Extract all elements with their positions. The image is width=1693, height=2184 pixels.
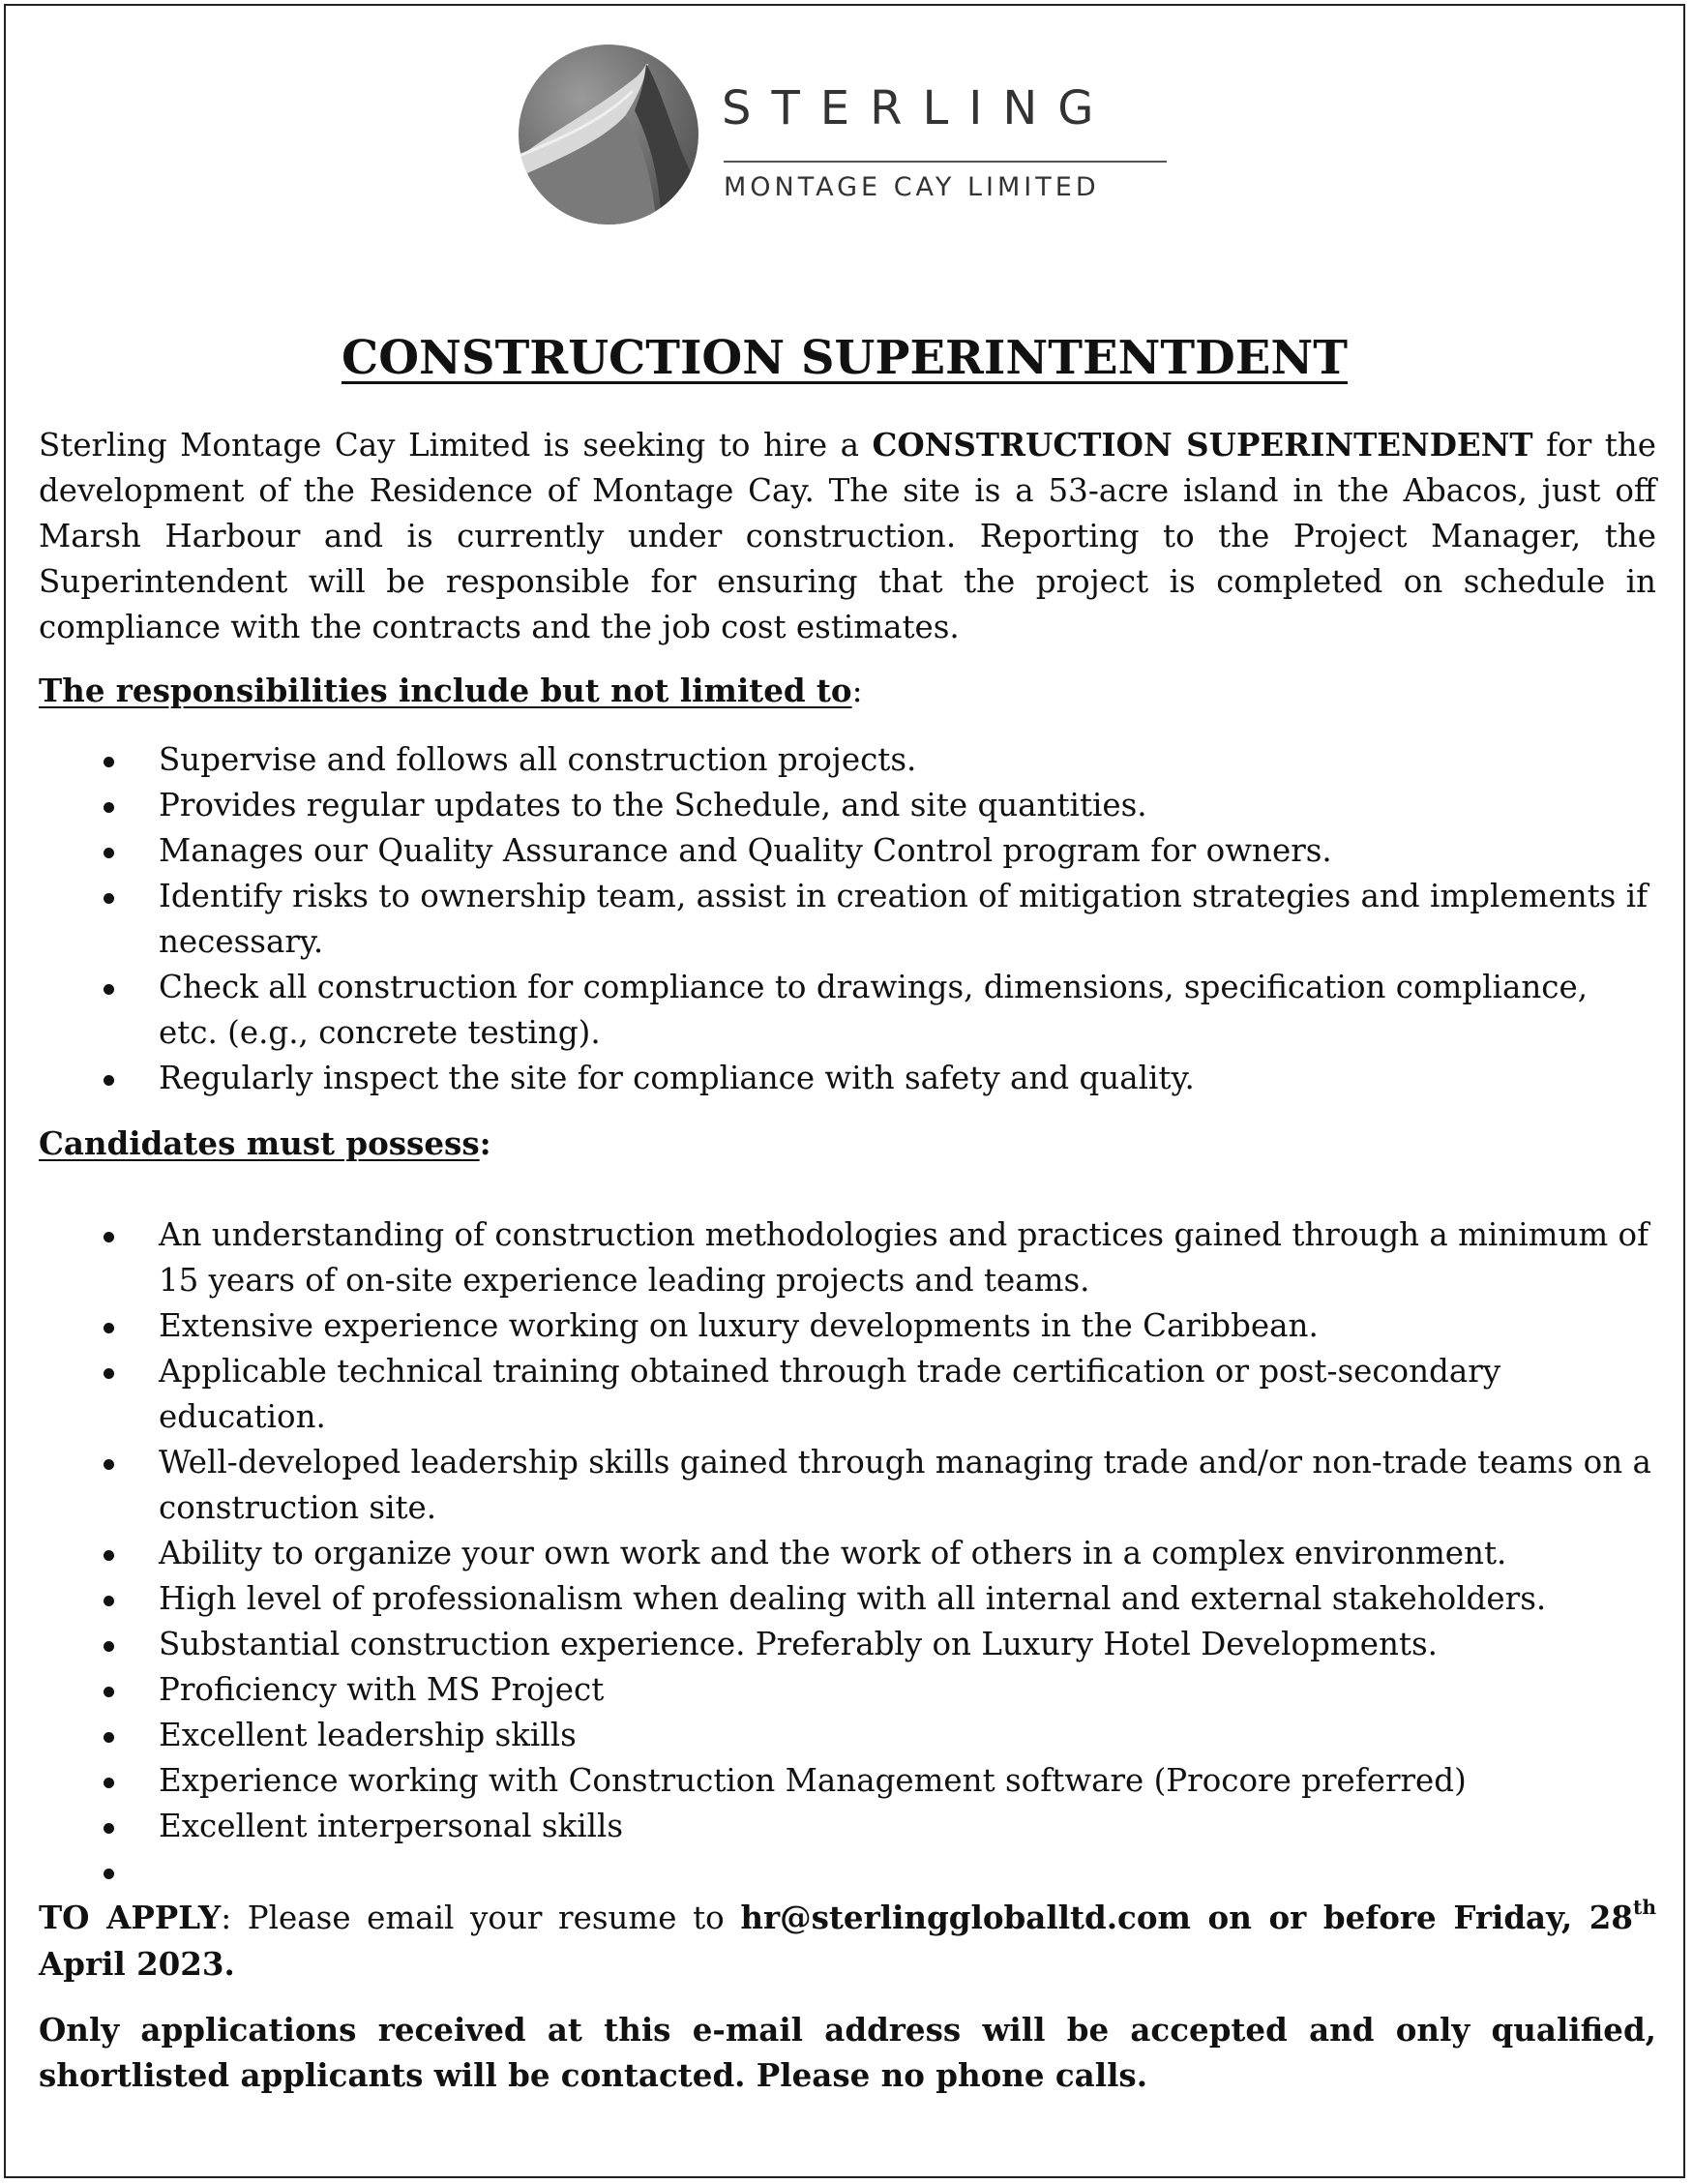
apply-label: TO APPLY bbox=[39, 1899, 222, 1936]
responsibilities-heading-colon: : bbox=[851, 673, 863, 709]
apply-deadline-prefix: on or before Friday, 28 bbox=[1190, 1899, 1634, 1936]
list-item: Substantial construction experience. Preferably on Luxury Hotel Developments. bbox=[39, 1622, 1656, 1667]
candidates-heading bbox=[39, 1121, 1656, 1166]
list-item: Ability to organize your own work and the work of others in a complex environment. bbox=[39, 1531, 1656, 1576]
apply-email-link[interactable]: hr@sterlinggloballtd.com bbox=[740, 1899, 1191, 1936]
list-item: An understanding of construction methodologies and practices gained through a minimum of 15 years of on-site experience leading projects and teams. bbox=[39, 1212, 1656, 1303]
list-item: Excellent interpersonal skills bbox=[39, 1804, 1656, 1849]
intro-paragraph bbox=[39, 422, 1656, 650]
logo-divider bbox=[724, 161, 1167, 163]
logo-subtitle: MONTAGE CAY LIMITED bbox=[724, 172, 1100, 202]
list-item: Supervise and follows all construction projects. bbox=[39, 737, 1656, 783]
list-item: Regularly inspect the site for compliance with safety and quality. bbox=[39, 1056, 1656, 1101]
intro-text-start: Sterling Montage Cay Limited is seeking to hire a bbox=[39, 427, 873, 464]
responsibilities-list bbox=[39, 737, 1656, 1101]
candidates-list bbox=[39, 1212, 1656, 1895]
list-item: Proficiency with MS Project bbox=[39, 1667, 1656, 1713]
posting-body bbox=[39, 422, 1656, 2098]
responsibilities-heading-text: The responsibilities include but not limited to bbox=[39, 672, 852, 709]
apply-instructions bbox=[39, 1895, 1656, 1988]
mountain-circle-logo-icon bbox=[517, 43, 700, 226]
list-item: Applicable technical training obtained through trade certification or post-secondary education. bbox=[39, 1349, 1656, 1440]
list-item: Identify risks to ownership team, assist in creation of mitigation strategies and implements if necessary. bbox=[39, 874, 1656, 965]
candidates-heading-colon: : bbox=[479, 1124, 491, 1162]
list-item: Experience working with Construction Management software (Procore preferred) bbox=[39, 1758, 1656, 1804]
list-item: Excellent leadership skills bbox=[39, 1713, 1656, 1758]
candidates-heading-text: Candidates must possess bbox=[39, 1124, 480, 1162]
job-posting-page bbox=[4, 4, 1685, 2178]
intro-position-name: CONSTRUCTION SUPERINTENDENT bbox=[872, 426, 1533, 464]
list-item: Well-developed leadership skills gained through managing trade and/or non-trade teams on a construction site. bbox=[39, 1440, 1656, 1531]
apply-deadline-ordinal: th bbox=[1633, 1896, 1656, 1920]
responsibilities-heading bbox=[39, 668, 1656, 714]
apply-text: : Please email your resume to bbox=[221, 1900, 741, 1936]
contact-notice: Only applications received at this e-mail address will be accepted and only qualified, shortlisted applicants will be contacted. Please no phone calls. bbox=[39, 2011, 1656, 2094]
empty-list-item bbox=[39, 1849, 1656, 1895]
page-title: CONSTRUCTION SUPERINTENTDENT bbox=[342, 331, 1348, 385]
list-item: Manages our Quality Assurance and Quality Control program for owners. bbox=[39, 828, 1656, 874]
intro-text-end: for the development of the Residence of Montage Cay. The site is a 53-acre island in the Abacos, just off Marsh Harbour and is currently under construction. Reporting to the Project Manager, the Superintendent will be responsible for ensuring that the project is completed on schedule in compliance with the contracts and the job cost estimates. bbox=[39, 427, 1656, 645]
company-logo bbox=[517, 43, 1174, 226]
list-item: Provides regular updates to the Schedule, and site quantities. bbox=[39, 783, 1656, 828]
list-item: High level of professionalism when dealing with all internal and external stakeholders. bbox=[39, 1576, 1656, 1622]
apply-deadline-suffix: April 2023. bbox=[39, 1945, 235, 1983]
list-item: Extensive experience working on luxury developments in the Caribbean. bbox=[39, 1303, 1656, 1349]
logo-name: STERLING bbox=[722, 81, 1114, 135]
list-item: Check all construction for compliance to drawings, dimensions, specification compliance, etc. (e.g., concrete testing). bbox=[39, 965, 1656, 1056]
